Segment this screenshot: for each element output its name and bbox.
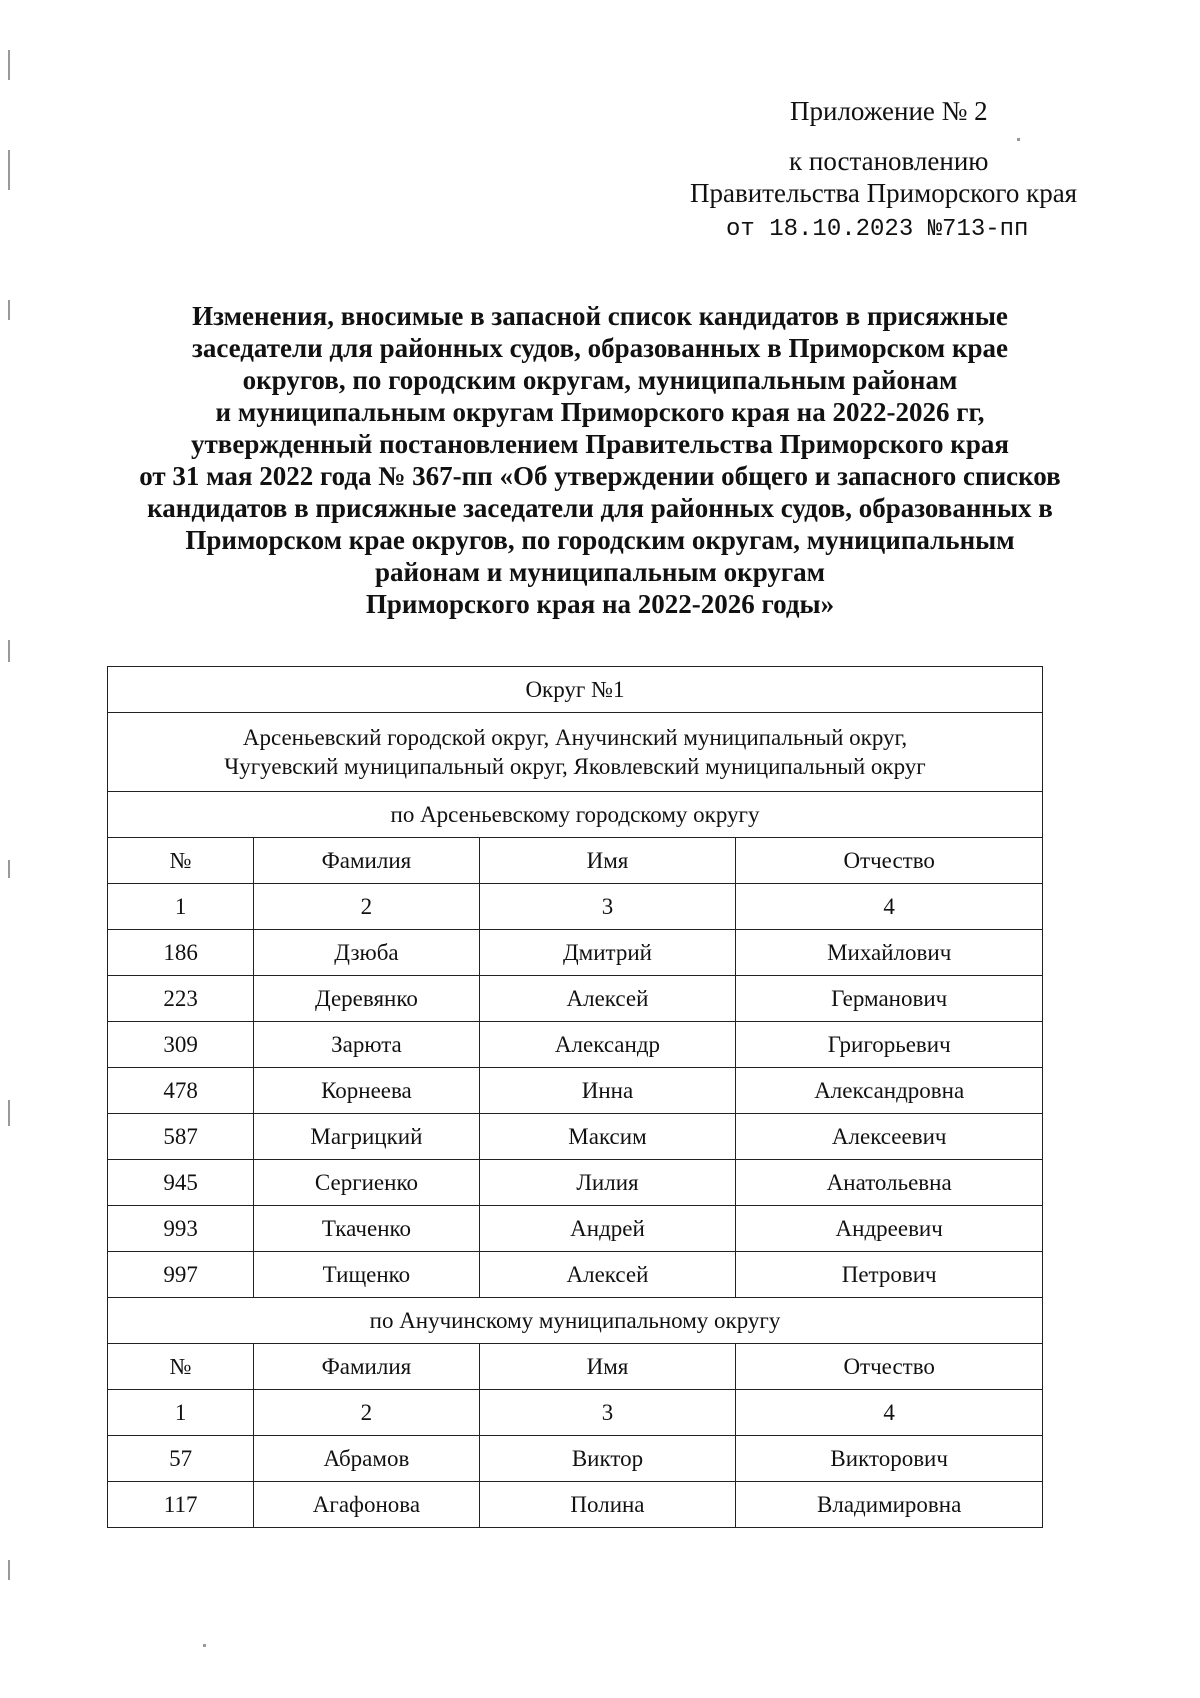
cell-first-name: Лилия <box>479 1160 736 1206</box>
cell-last-name: Абрамов <box>254 1436 479 1482</box>
section-title-row <box>108 792 1043 838</box>
cell-number: 223 <box>108 976 254 1022</box>
cell-number: 117 <box>108 1482 254 1528</box>
cell-first-name: Александр <box>479 1022 736 1068</box>
header-patronymic: Отчество <box>736 1344 1043 1390</box>
column-numbers-row <box>108 1390 1043 1436</box>
column-number: 1 <box>108 884 254 930</box>
cell-patronymic: Михайлович <box>736 930 1043 976</box>
cell-first-name: Полина <box>479 1482 736 1528</box>
cell-patronymic: Германович <box>736 976 1043 1022</box>
appendix-title: Приложение № 2 <box>790 96 988 126</box>
sections-body <box>108 792 1043 1528</box>
header-row <box>108 1344 1043 1390</box>
cell-number: 587 <box>108 1114 254 1160</box>
appendix-issuer: Правительства Приморского края <box>690 178 1078 208</box>
cell-patronymic: Григорьевич <box>736 1022 1043 1068</box>
column-number: 2 <box>254 1390 479 1436</box>
column-number: 4 <box>736 884 1043 930</box>
appendix-to: к постановлению <box>789 146 989 176</box>
cell-number: 478 <box>108 1068 254 1114</box>
column-numbers-row <box>108 884 1043 930</box>
title-line: Изменения, вносимые в запасной список кандидатов в присяжные <box>192 301 1008 331</box>
cell-last-name: Сергиенко <box>254 1160 479 1206</box>
cell-patronymic: Петрович <box>736 1252 1043 1298</box>
table-row <box>108 1160 1043 1206</box>
section-title: по Арсеньевскому городскому округу <box>108 792 1043 838</box>
header-last-name: Фамилия <box>254 1344 479 1390</box>
cell-patronymic: Анатольевна <box>736 1160 1043 1206</box>
header-number: № <box>108 1344 254 1390</box>
header-first-name: Имя <box>479 838 736 884</box>
district-members-line: Чугуевский муниципальный округ, Яковлевский муниципальный округ <box>224 754 926 779</box>
cell-first-name: Алексей <box>479 976 736 1022</box>
cell-number: 993 <box>108 1206 254 1252</box>
header-first-name: Имя <box>479 1344 736 1390</box>
title-line: округов, по городским округам, муниципальным районам <box>242 365 958 395</box>
district-members-cell <box>108 713 1043 792</box>
title-line: от 31 мая 2022 года № 367-пп «Об утверждении общего и запасного списков <box>139 461 1061 491</box>
column-number: 4 <box>736 1390 1043 1436</box>
title-line: Приморском крае округов, по городским округам, муниципальным <box>185 525 1015 555</box>
cell-last-name: Агафонова <box>254 1482 479 1528</box>
district-members-row <box>108 713 1043 792</box>
column-number: 1 <box>108 1390 254 1436</box>
table-row <box>108 1068 1043 1114</box>
title-line: районам и муниципальным округам <box>374 557 826 587</box>
candidates-table <box>107 666 1043 1528</box>
cell-first-name: Виктор <box>479 1436 736 1482</box>
table-row <box>108 1252 1043 1298</box>
cell-last-name: Деревянко <box>254 976 479 1022</box>
cell-first-name: Андрей <box>479 1206 736 1252</box>
cell-last-name: Дзюба <box>254 930 479 976</box>
cell-patronymic: Владимировна <box>736 1482 1043 1528</box>
title-line: Приморского края на 2022-2026 годы» <box>365 589 835 619</box>
cell-patronymic: Андреевич <box>736 1206 1043 1252</box>
title-line: кандидатов в присяжные заседатели для районных судов, образованных в <box>147 493 1053 523</box>
district-cell: Округ №1 <box>108 667 1043 713</box>
header-patronymic: Отчество <box>736 838 1043 884</box>
cell-first-name: Алексей <box>479 1252 736 1298</box>
header-last-name: Фамилия <box>254 838 479 884</box>
table-row <box>108 1436 1043 1482</box>
table-row <box>108 1482 1043 1528</box>
table-row <box>108 976 1043 1022</box>
document-title <box>90 300 1110 620</box>
cell-number: 57 <box>108 1436 254 1482</box>
district-row <box>108 667 1043 713</box>
title-line: утвержденный постановлением Правительства Приморского края <box>191 429 1009 459</box>
cell-first-name: Инна <box>479 1068 736 1114</box>
cell-patronymic: Александровна <box>736 1068 1043 1114</box>
header-row <box>108 838 1043 884</box>
cell-patronymic: Алексеевич <box>736 1114 1043 1160</box>
cell-first-name: Дмитрий <box>479 930 736 976</box>
table-row <box>108 930 1043 976</box>
table-row <box>108 1206 1043 1252</box>
appendix-date-number: от 18.10.2023 №713-пп <box>726 216 1029 243</box>
cell-last-name: Ткаченко <box>254 1206 479 1252</box>
title-line: и муниципальным округам Приморского края на 2022-2026 гг, <box>215 397 985 427</box>
district-members-line: Арсеньевский городской округ, Анучинский муниципальный округ, <box>242 725 908 750</box>
cell-number: 186 <box>108 930 254 976</box>
cell-last-name: Корнеева <box>254 1068 479 1114</box>
section-title-row <box>108 1298 1043 1344</box>
cell-last-name: Зарюта <box>254 1022 479 1068</box>
cell-last-name: Тищенко <box>254 1252 479 1298</box>
column-number: 2 <box>254 884 479 930</box>
table-row <box>108 1022 1043 1068</box>
cell-patronymic: Викторович <box>736 1436 1043 1482</box>
section-title: по Анучинскому муниципальному округу <box>108 1298 1043 1344</box>
cell-number: 997 <box>108 1252 254 1298</box>
column-number: 3 <box>479 1390 736 1436</box>
column-number: 3 <box>479 884 736 930</box>
cell-last-name: Магрицкий <box>254 1114 479 1160</box>
cell-number: 309 <box>108 1022 254 1068</box>
header-number: № <box>108 838 254 884</box>
cell-first-name: Максим <box>479 1114 736 1160</box>
title-line: заседатели для районных судов, образованных в Приморском крае <box>191 333 1008 363</box>
table-row <box>108 1114 1043 1160</box>
cell-number: 945 <box>108 1160 254 1206</box>
